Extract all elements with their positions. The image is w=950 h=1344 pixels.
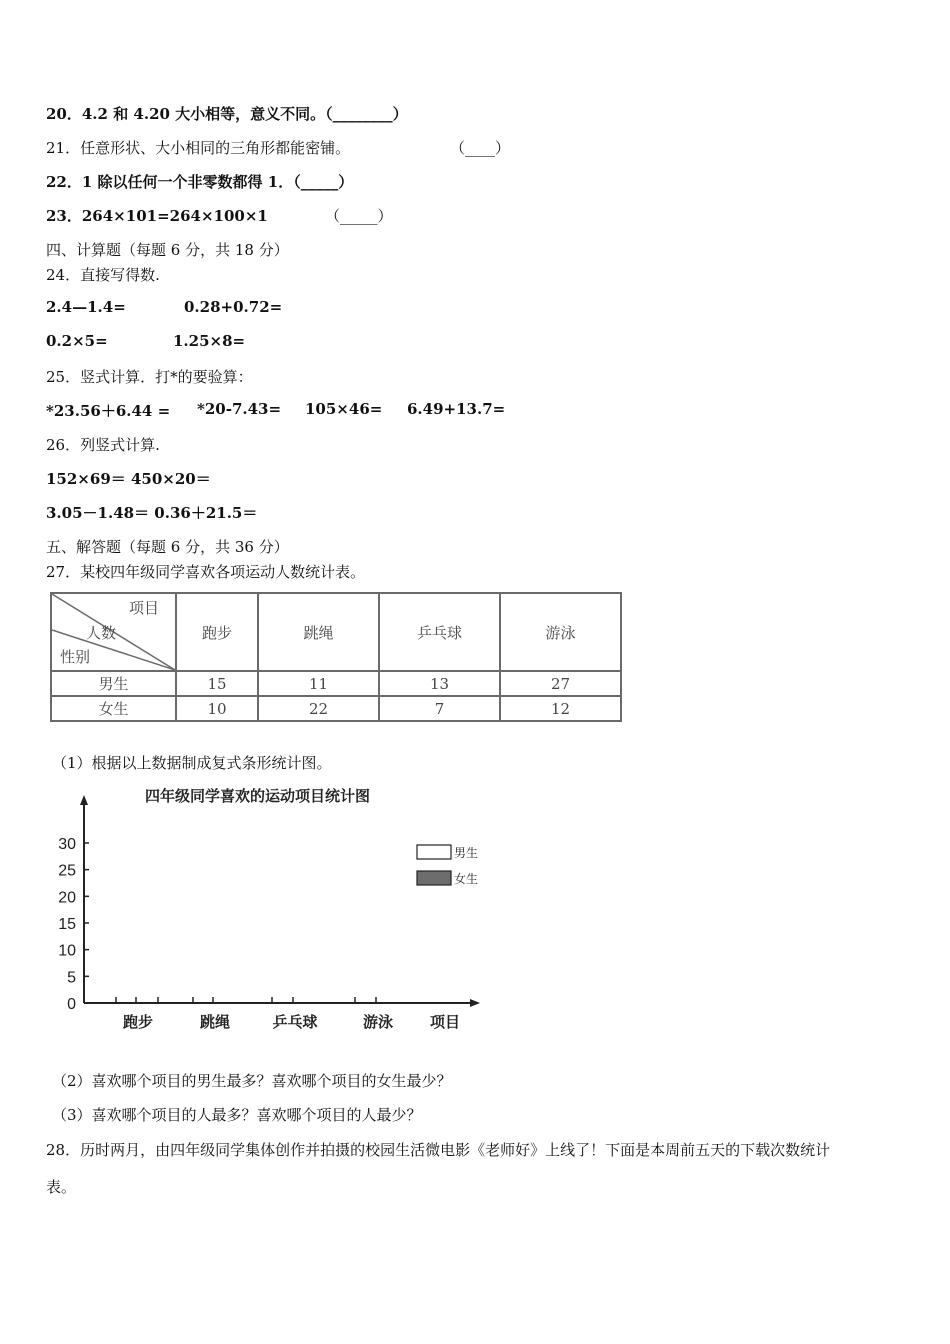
question-20: 20．4.2 和 4.20 大小相等，意义不同。（________） [46,105,408,123]
q26-line-2: 3.05－1.48＝ 0.36＋21.5＝ [46,504,258,522]
question-25: 25．竖式计算．打*的要验算： [46,368,253,386]
section-5-heading: 五、解答题（每题 6 分，共 36 分） [46,538,289,556]
question-23-blank[interactable]: （_____） [325,207,393,225]
legend-swatch [417,871,451,885]
chart-title: 四年级同学喜欢的运动项目统计图 [145,787,371,805]
table-row-label: 男生 [51,671,176,696]
corner-label-count: 人数 [86,624,117,642]
y-tick-label: 5 [67,969,76,987]
y-tick-label: 30 [58,836,76,853]
y-tick-label: 15 [58,916,76,933]
question-22: 22．1 除以任何一个非零数都得 1．（_____） [46,173,354,191]
table-header: 游泳 [500,593,621,671]
table-header: 乒乓球 [379,593,500,671]
question-23: 23．264×101=264×100×1 [46,207,268,225]
q25-item-1: *23.56＋6.44 = [46,402,171,420]
q25-item-2: *20-7.43= [197,400,282,418]
q25-item-4: 6.49+13.7= [407,400,506,418]
y-tick-label: 10 [58,942,76,960]
x-axis-label: 项目 [429,1013,461,1031]
legend-label: 男生 [454,846,479,860]
table-cell: 11 [258,671,379,696]
table-header: 跑步 [176,593,258,671]
q24-item-1: 2.4—1.4= [46,298,126,316]
table-row-label: 女生 [51,696,176,721]
q24-item-2: 0.28+0.72= [184,298,283,316]
y-tick-label: 25 [58,862,76,880]
table-cell: 13 [379,671,500,696]
table-cell: 15 [176,671,258,696]
question-27-part-1: （1）根据以上数据制成复式条形统计图。 [52,754,332,772]
corner-label-gender: 性别 [60,648,91,666]
table-cell: 10 [176,696,258,721]
sports-stats-table [50,592,622,722]
question-28-line-1: 28．历时两月，由四年级同学集体创作并拍摄的校园生活微电影《老师好》上线了！下面是本周前五天的下载次数统计 [46,1141,831,1159]
q24-item-3: 0.2×5= [46,332,108,350]
question-27-part-2: （2）喜欢哪个项目的男生最多？喜欢哪个项目的女生最少？ [52,1072,452,1090]
section-4-heading: 四、计算题（每题 6 分，共 18 分） [46,241,289,259]
question-21: 21．任意形状、大小相同的三角形都能密铺。 [46,139,351,157]
sports-bar-chart [40,780,500,1040]
legend-swatch [417,845,451,859]
y-tick-label: 0 [67,996,76,1013]
q24-item-4: 1.25×8= [173,332,246,350]
x-category-label: 跑步 [122,1013,154,1031]
table-cell: 12 [500,696,621,721]
x-axis-arrow [470,999,480,1007]
corner-label-project: 项目 [129,599,160,617]
question-26: 26．列竖式计算. [46,436,160,454]
table-corner-cell [51,593,176,671]
q26-line-1: 152×69＝ 450×20＝ [46,470,211,488]
table-cell: 27 [500,671,621,696]
question-27: 27．某校四年级同学喜欢各项运动人数统计表。 [46,563,366,581]
x-category-label: 游泳 [362,1013,394,1031]
x-category-label: 跳绳 [199,1013,231,1031]
question-28-line-2: 表。 [46,1178,77,1196]
legend-label: 女生 [454,872,479,886]
y-tick-label: 20 [58,889,76,907]
question-24: 24．直接写得数. [46,266,160,284]
question-21-blank[interactable]: （____） [450,139,511,157]
y-axis-arrow [80,795,88,805]
q25-item-3: 105×46= [305,400,383,418]
x-category-label: 乒乓球 [272,1013,318,1031]
question-27-part-3: （3）喜欢哪个项目的人最多？喜欢哪个项目的人最少？ [52,1106,422,1124]
table-cell: 7 [379,696,500,721]
table-cell: 22 [258,696,379,721]
table-header: 跳绳 [258,593,379,671]
